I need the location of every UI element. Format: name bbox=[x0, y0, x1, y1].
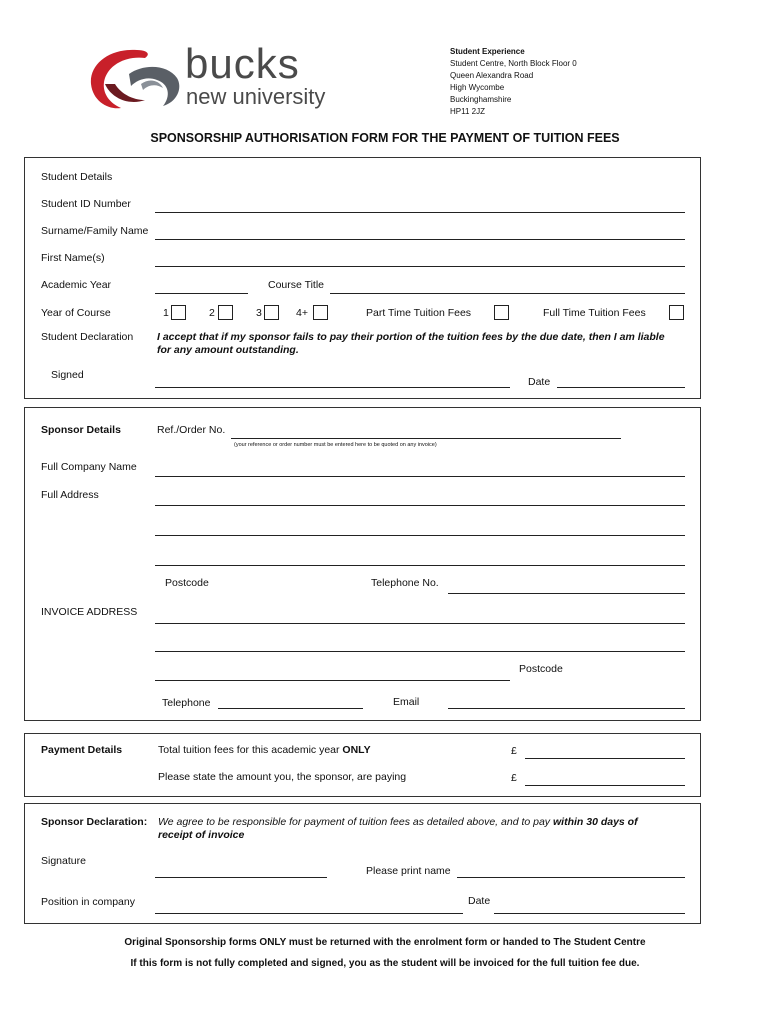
total-fees-label-emphasis: ONLY bbox=[342, 744, 371, 756]
student-details-heading: Student Details bbox=[41, 171, 113, 183]
academic-year-field[interactable] bbox=[155, 293, 248, 294]
invoice-address-line-3[interactable] bbox=[155, 680, 510, 681]
year-3-checkbox[interactable] bbox=[264, 305, 279, 320]
logo-main-text: bucks bbox=[185, 40, 300, 87]
sponsor-date-label: Date bbox=[468, 895, 491, 907]
date-label: Date bbox=[528, 376, 551, 388]
first-name-label: First Name(s) bbox=[41, 252, 105, 264]
logo-swirl-icon bbox=[85, 44, 185, 116]
year-4-checkbox[interactable] bbox=[313, 305, 328, 320]
part-time-checkbox[interactable] bbox=[494, 305, 509, 320]
footer-note-2: If this form is not fully completed and signed, you as the student will be invoiced for the full tuition fee due. bbox=[130, 958, 640, 969]
address-line: Student Centre, North Block Floor 0 bbox=[450, 59, 577, 68]
full-time-checkbox[interactable] bbox=[669, 305, 684, 320]
student-declaration-label: Student Declaration bbox=[41, 331, 134, 343]
part-time-label: Part Time Tuition Fees bbox=[366, 307, 472, 319]
sponsor-signature-field[interactable] bbox=[155, 877, 327, 878]
sponsor-declaration-text-2: receipt of invoice bbox=[158, 829, 245, 841]
address-line: HP11 2JZ bbox=[450, 107, 485, 116]
full-address-label: Full Address bbox=[41, 489, 99, 501]
address-line: Buckinghamshire bbox=[450, 95, 512, 104]
total-fees-label-text: Total tuition fees for this academic year bbox=[158, 744, 343, 756]
invoice-address-label: INVOICE ADDRESS bbox=[41, 606, 138, 618]
student-id-field[interactable] bbox=[155, 212, 685, 213]
student-declaration-text: I accept that if my sponsor fails to pay their portion of the tuition fees by the due date, then I am liable bbox=[157, 331, 665, 343]
sponsor-date-field[interactable] bbox=[494, 913, 685, 914]
ref-order-label: Ref./Order No. bbox=[157, 424, 226, 436]
print-name-label: Please print name bbox=[366, 865, 451, 877]
address-line: Queen Alexandra Road bbox=[450, 71, 534, 80]
sponsor-amount-label: Please state the amount you, the sponsor, are paying bbox=[158, 771, 407, 783]
total-fees-label bbox=[158, 744, 371, 756]
currency-symbol-2: £ bbox=[511, 772, 517, 784]
telephone-field[interactable] bbox=[218, 708, 363, 709]
position-label: Position in company bbox=[41, 896, 135, 908]
year-of-course-label: Year of Course bbox=[41, 307, 111, 319]
course-title-field[interactable] bbox=[330, 293, 685, 294]
telephone-label: Telephone bbox=[162, 697, 211, 709]
total-fees-field[interactable] bbox=[525, 758, 685, 759]
option-3-label: 3 bbox=[256, 307, 262, 319]
sponsor-details-section bbox=[24, 407, 701, 721]
option-2-label: 2 bbox=[209, 307, 215, 319]
position-field[interactable] bbox=[155, 913, 463, 914]
sponsor-details-heading: Sponsor Details bbox=[41, 424, 121, 436]
telephone-no-label: Telephone No. bbox=[371, 577, 439, 589]
student-id-label: Student ID Number bbox=[41, 198, 131, 210]
footer-note-1: Original Sponsorship forms ONLY must be returned with the enrolment form or handed to The Student Centre bbox=[124, 937, 646, 948]
surname-field[interactable] bbox=[155, 239, 685, 240]
invoice-postcode-label: Postcode bbox=[519, 663, 563, 675]
telephone-no-field[interactable] bbox=[448, 593, 685, 594]
sponsor-declaration-text bbox=[158, 816, 638, 828]
student-declaration-text-2: for any amount outstanding. bbox=[157, 344, 299, 356]
surname-label: Surname/Family Name bbox=[41, 225, 149, 237]
logo-sub-text: new university bbox=[186, 84, 326, 109]
address-field-line-3[interactable] bbox=[155, 565, 685, 566]
currency-symbol: £ bbox=[511, 745, 517, 757]
email-field[interactable] bbox=[448, 708, 685, 709]
full-time-label: Full Time Tuition Fees bbox=[543, 307, 646, 319]
academic-year-label: Academic Year bbox=[41, 279, 112, 291]
form-title: SPONSORSHIP AUTHORISATION FORM FOR THE PAYMENT OF TUITION FEES bbox=[150, 131, 620, 145]
address-field-line-1[interactable] bbox=[155, 505, 685, 506]
option-4-label: 4+ bbox=[296, 307, 308, 319]
address-field-line-2[interactable] bbox=[155, 535, 685, 536]
sponsor-declaration-text-part: We agree to be responsible for payment of tuition fees as detailed above, and to pay bbox=[158, 816, 553, 828]
signature-label: Signature bbox=[41, 855, 86, 867]
invoice-address-line-1[interactable] bbox=[155, 623, 685, 624]
print-name-field[interactable] bbox=[457, 877, 685, 878]
student-signature-field[interactable] bbox=[155, 387, 510, 388]
invoice-address-line-2[interactable] bbox=[155, 651, 685, 652]
student-details-section bbox=[24, 157, 701, 399]
student-date-field[interactable] bbox=[557, 387, 685, 388]
ref-order-field[interactable] bbox=[231, 438, 621, 439]
first-name-field[interactable] bbox=[155, 266, 685, 267]
year-1-checkbox[interactable] bbox=[171, 305, 186, 320]
payment-details-section bbox=[24, 733, 701, 797]
payment-details-heading: Payment Details bbox=[41, 744, 123, 756]
ref-order-note: (your reference or order number must be entered here to be quoted on any invoice) bbox=[234, 442, 437, 448]
sponsor-declaration-heading: Sponsor Declaration: bbox=[41, 816, 148, 828]
address-heading: Student Experience bbox=[450, 47, 525, 56]
option-1-label: 1 bbox=[163, 307, 169, 319]
address-line: High Wycombe bbox=[450, 83, 505, 92]
sponsor-declaration-text-emphasis: within 30 days of bbox=[552, 816, 638, 828]
company-name-label: Full Company Name bbox=[41, 461, 137, 473]
company-name-field[interactable] bbox=[155, 476, 685, 477]
sponsor-amount-field[interactable] bbox=[525, 785, 685, 786]
postcode-label: Postcode bbox=[165, 577, 209, 589]
university-logo bbox=[85, 40, 345, 116]
signed-label: Signed bbox=[51, 369, 84, 381]
email-label: Email bbox=[393, 696, 420, 708]
year-2-checkbox[interactable] bbox=[218, 305, 233, 320]
course-title-label: Course Title bbox=[268, 279, 325, 291]
